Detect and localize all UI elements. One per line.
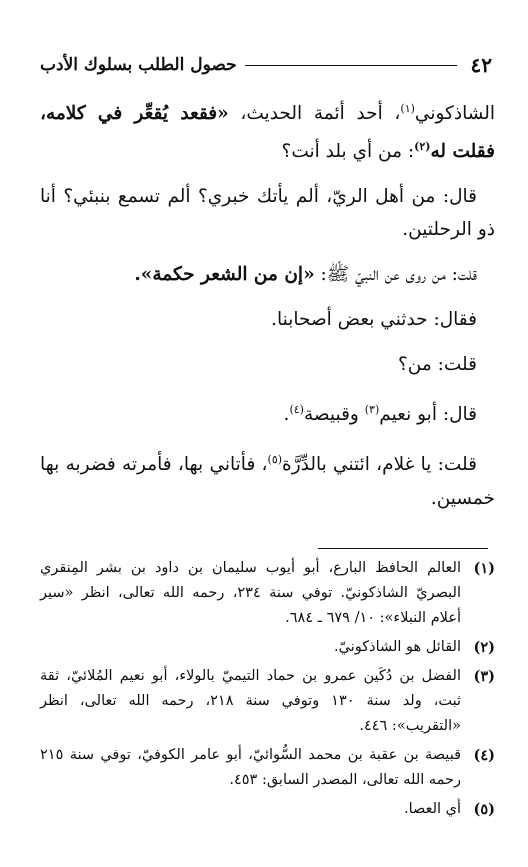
footnote (40, 556, 495, 631)
footnote-ref-2: (٢) (414, 140, 431, 154)
footnote-number: (٤) (473, 747, 495, 764)
p7-text-2: ، فأتاني بها، فأمرته فضربه بها خمسين. (40, 454, 495, 509)
p6-text-1: قال: أبو نعيم (379, 404, 477, 426)
footnote-ref-3: (٣) (364, 403, 380, 417)
footnote-number: (٥) (473, 801, 495, 818)
paragraph-4: فقال: حدثني بعض أصحابنا. (271, 309, 477, 331)
header-rule (245, 65, 457, 66)
footnote (40, 635, 495, 660)
footnote-text: قبيصة بن عقبة بن محمد السُّوائيّ، أبو عامر الكوفيّ، توفي سنة ٢١٥ رحمه الله تعالى، المصدر السابق: ٤٥٣. (40, 747, 461, 788)
footnote-number: (١) (473, 560, 495, 577)
footnote (40, 664, 495, 739)
footnote (40, 797, 495, 822)
running-title: حصول الطلب بسلوك الأدب (40, 55, 237, 75)
paragraph-5: قلت: من؟ (397, 354, 477, 376)
footnote-number: (٢) (473, 639, 495, 656)
footnote-text: أي العصا. (403, 801, 461, 817)
paragraph-1 (40, 92, 495, 168)
p7-text-1: قلت: يا غلام، ائتني بالدِّرَّة (282, 454, 477, 476)
p6-text-2: وقبيصة (303, 404, 365, 426)
footnote-ref-1: (١) (400, 102, 415, 115)
p3-text: قلت: من روى عن النبيّ ﷺ: (314, 264, 477, 286)
footnote-rule (318, 548, 488, 549)
paragraph-7 (40, 443, 495, 514)
paragraph-3 (40, 258, 495, 291)
footnote-text: العالم الحافظ البارع، أبو أيوب سليمان بن داود بن بشر المِنقري البصريّ الشاذكونيّ. توفي سنة ٢٣٤، رحمه الله تعالى، انظر «سير أعلام النبلاء»: ١٠/ ٦٧٩ ـ ٦٨٤. (40, 560, 461, 626)
footnote-text: الفضل بن دُكَين عمرو بن حماد التيميّ بالولاء، أبو نعيم المُلائيّ، ثقة ثبت، ولد سنة ١٣٠ وتوفي سنة ٢١٨، رحمه الله تعالى، انظر «التقريب»: ٤٤٦. (40, 668, 461, 734)
page-header (40, 50, 492, 80)
footnote (40, 743, 495, 793)
p1-question: : من أي بلد أنت؟ (281, 141, 415, 163)
p1-text: ، أحد أئمة الحديث، (228, 103, 401, 125)
footnotes (40, 556, 495, 826)
p3-hadith: «إن من الشعر حكمة». (134, 264, 315, 286)
footnote-ref-5: (٥) (267, 453, 283, 467)
footnote-number: (٣) (473, 668, 495, 685)
main-text (40, 92, 495, 527)
p6-text-3: . (283, 404, 290, 426)
paragraph-2: قال: من أهل الريّ، ألم يأتك خبري؟ ألم تسمع بنبئي؟ أنا ذو الرحلتين. (40, 186, 495, 241)
page-number: ٤٢ (470, 53, 492, 77)
footnote-ref-4: (٤) (289, 403, 304, 417)
p1-name: الشاذكوني (414, 103, 495, 125)
footnote-text: القائل هو الشاذكونيّ. (334, 639, 461, 655)
paragraph-6 (40, 393, 495, 431)
p1-quote: «فقعد يُقعِّر في كلامه، فقلت له (40, 103, 495, 163)
